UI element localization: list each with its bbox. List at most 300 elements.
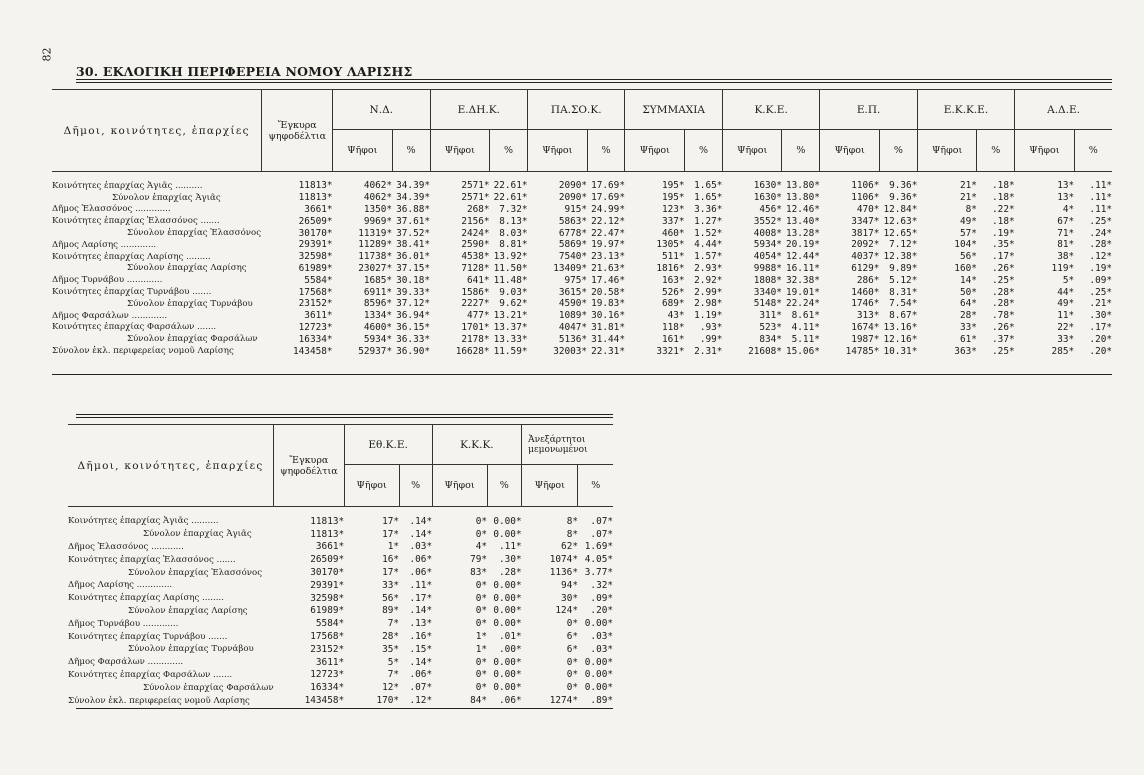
- votes-cell: 1*: [387, 541, 400, 553]
- votes-cell: 0*: [475, 605, 488, 617]
- percent-cell: .19*: [992, 227, 1015, 239]
- percent-cell: 37.15*: [396, 262, 431, 274]
- percent-cell: 1.57*: [694, 251, 723, 263]
- row-label: Δῆμος Φαρσάλων .............: [52, 310, 168, 321]
- percent-cell: .06*: [499, 695, 522, 707]
- percent-cell: 9.03*: [499, 286, 528, 298]
- votes-cell: 1674*: [851, 321, 880, 333]
- valid-ballots-cell: 29391*: [310, 579, 345, 591]
- percent-cell: .14*: [409, 656, 433, 668]
- percent-cell: 34.39*: [396, 180, 431, 192]
- percent-cell: .06*: [409, 554, 433, 566]
- votes-cell: 14*: [959, 274, 977, 286]
- votes-cell: 2571*: [461, 192, 490, 204]
- percent-cell: 24.99*: [591, 203, 625, 215]
- percent-cell: 12.46*: [786, 203, 820, 215]
- votes-cell: 38*: [1057, 251, 1075, 263]
- valid-ballots-cell: 23152*: [310, 643, 345, 655]
- percent-cell: .14*: [409, 528, 433, 540]
- percent-cell: 3.36*: [694, 203, 723, 215]
- row-label: Δῆμος Φαρσάλων .............: [68, 657, 184, 668]
- percent-cell: 1.65*: [694, 192, 723, 204]
- percent-cell: .25*: [992, 274, 1015, 286]
- row-label: Σύνολον ἐπαρχίας Τυρνάβου: [127, 298, 253, 309]
- percent-cell: 4.11*: [791, 321, 820, 333]
- valid-ballots-cell: 61989*: [310, 605, 345, 617]
- valid-ballots-cell: 16334*: [310, 682, 345, 694]
- votes-cell: 7540*: [558, 251, 588, 263]
- percent-cell: 30.16*: [591, 310, 625, 322]
- votes-cell: 1106*: [851, 192, 880, 204]
- party-header: Κ.Κ.Ε.: [722, 90, 819, 130]
- percent-subheader: %: [977, 130, 1015, 172]
- percent-cell: 19.83*: [591, 298, 625, 310]
- votes-cell: 5136*: [558, 333, 588, 345]
- votes-cell: 161*: [661, 333, 685, 345]
- percent-cell: .18*: [992, 215, 1015, 227]
- votes-cell: 1701*: [461, 321, 490, 333]
- votes-cell: 3615*: [558, 286, 588, 298]
- votes-cell: 526*: [661, 286, 685, 298]
- votes-cell: 2227*: [461, 298, 490, 310]
- votes-cell: 3817*: [851, 227, 880, 239]
- votes-cell: 89*: [382, 605, 400, 617]
- percent-cell: 8.13*: [499, 215, 528, 227]
- row-label: Σύνολον ἐπαρχίας Ἐλασσόνος: [128, 567, 263, 578]
- valid-ballots-cell: 23152*: [298, 298, 333, 310]
- percent-cell: 8.81*: [499, 239, 528, 251]
- results-table-main: [52, 89, 1112, 357]
- votes-cell: 5*: [1062, 274, 1075, 286]
- votes-cell: 11*: [1057, 310, 1075, 322]
- percent-cell: 39.33*: [396, 286, 431, 298]
- percent-cell: .12*: [409, 695, 433, 707]
- table-row: [68, 605, 613, 618]
- votes-cell: 7*: [387, 618, 400, 630]
- valid-ballots-cell: 143458*: [293, 345, 333, 357]
- percent-cell: .78*: [992, 310, 1015, 322]
- votes-cell: 6*: [566, 643, 578, 655]
- votes-cell: 1*: [475, 631, 488, 643]
- percent-cell: .14*: [409, 605, 433, 617]
- votes-cell: 9988*: [753, 262, 782, 274]
- table-row: [68, 681, 613, 694]
- percent-cell: 20.58*: [591, 286, 625, 298]
- votes-cell: 1685*: [363, 274, 393, 286]
- votes-cell: 0*: [475, 592, 488, 604]
- percent-cell: .32*: [590, 579, 613, 591]
- percent-subheader: %: [487, 465, 522, 507]
- percent-cell: 31.44*: [591, 333, 625, 345]
- percent-cell: 12.63*: [883, 215, 918, 227]
- percent-cell: 13.80*: [786, 192, 820, 204]
- party-header: Κ.Κ.Κ.: [432, 425, 522, 465]
- votes-cell: 313*: [856, 310, 880, 322]
- votes-cell: 1460*: [851, 286, 880, 298]
- votes-cell: 124*: [555, 605, 578, 617]
- votes-cell: 4590*: [558, 298, 588, 310]
- percent-cell: .17*: [992, 251, 1015, 263]
- percent-cell: 0.00*: [493, 618, 522, 630]
- percent-cell: 4.05*: [584, 554, 613, 566]
- percent-cell: 8.67*: [889, 310, 918, 322]
- votes-cell: 94*: [561, 579, 578, 591]
- row-label: Δῆμος Τυρνάβου .............: [68, 618, 179, 629]
- percent-cell: 36.15*: [396, 321, 431, 333]
- votes-cell: 123*: [661, 203, 685, 215]
- votes-cell: 64*: [959, 298, 977, 310]
- votes-cell: 975*: [564, 274, 588, 286]
- percent-cell: .17*: [409, 592, 433, 604]
- votes-subheader: Ψῆφοι: [528, 130, 588, 172]
- votes-cell: 118*: [661, 321, 685, 333]
- valid-ballots-cell: 3611*: [304, 310, 333, 322]
- votes-cell: 470*: [856, 203, 880, 215]
- votes-cell: 4062*: [363, 180, 393, 192]
- votes-cell: 67*: [1057, 215, 1075, 227]
- votes-cell: 1305*: [656, 239, 685, 251]
- table-row: [52, 204, 1112, 216]
- votes-cell: 477*: [467, 310, 490, 322]
- percent-cell: .28*: [499, 567, 522, 579]
- votes-cell: 56*: [382, 592, 400, 604]
- percent-cell: .11*: [1089, 180, 1112, 192]
- table-row: [68, 694, 613, 707]
- percent-cell: 0.00*: [493, 592, 522, 604]
- percent-cell: 17.69*: [591, 180, 625, 192]
- votes-cell: 21608*: [748, 345, 782, 357]
- percent-cell: 12.38*: [883, 251, 918, 263]
- percent-cell: .30*: [1089, 310, 1112, 322]
- row-label: Σύνολον ἐπαρχίας Φαρσάλων: [127, 334, 258, 345]
- percent-cell: .24*: [1089, 227, 1112, 239]
- percent-cell: .14*: [409, 515, 433, 527]
- percent-cell: 2.93*: [694, 262, 723, 274]
- valid-ballots-cell: 11813*: [298, 192, 333, 204]
- votes-cell: 22*: [1057, 321, 1075, 333]
- votes-cell: 61*: [959, 333, 977, 345]
- votes-cell: 1987*: [851, 333, 880, 345]
- percent-cell: 22.24*: [786, 298, 820, 310]
- votes-cell: 8*: [566, 515, 578, 527]
- valid-ballots-cell: 17568*: [310, 631, 345, 643]
- votes-cell: 28*: [959, 310, 977, 322]
- percent-cell: .26*: [992, 262, 1015, 274]
- row-header: Δῆμοι, κοινότητες, ἐπαρχίες: [68, 425, 274, 507]
- row-label: Κοινότητες ἐπαρχίας Φαρσάλων .......: [52, 322, 217, 333]
- percent-cell: 36.94*: [396, 310, 431, 322]
- percent-subheader: %: [685, 130, 723, 172]
- row-label: Δῆμος Ἐλασσόνος .............: [52, 204, 171, 215]
- votes-subheader: Ψῆφοι: [722, 130, 782, 172]
- percent-cell: 30.18*: [396, 274, 431, 286]
- votes-cell: 0*: [566, 682, 578, 694]
- percent-cell: .00*: [499, 643, 522, 655]
- valid-ballots-cell: 5584*: [304, 274, 333, 286]
- percent-cell: 0.00*: [584, 669, 613, 681]
- valid-ballots-cell: 12723*: [310, 669, 345, 681]
- percent-cell: 13.40*: [786, 215, 820, 227]
- valid-ballots-cell: 11813*: [298, 180, 333, 192]
- votes-cell: 4037*: [851, 251, 880, 263]
- percent-cell: 8.03*: [499, 227, 528, 239]
- table-row: [52, 263, 1112, 275]
- votes-cell: 5148*: [753, 298, 782, 310]
- table-row: [68, 528, 613, 541]
- votes-cell: 6129*: [851, 262, 880, 274]
- votes-cell: 2090*: [558, 180, 588, 192]
- valid-ballots-cell: 143458*: [304, 695, 345, 707]
- percent-cell: 2.31*: [694, 345, 723, 357]
- percent-cell: 8.31*: [889, 286, 918, 298]
- percent-cell: .06*: [409, 567, 433, 579]
- percent-cell: 0.00*: [493, 656, 522, 668]
- percent-cell: 2.98*: [694, 298, 723, 310]
- valid-ballots-cell: 30170*: [310, 567, 345, 579]
- votes-cell: 52937*: [358, 345, 393, 357]
- votes-cell: 79*: [470, 554, 488, 566]
- valid-ballots-cell: 11813*: [310, 528, 345, 540]
- votes-cell: 4047*: [558, 321, 588, 333]
- row-label: Δῆμος Ἐλασσόνος ............: [68, 541, 184, 552]
- votes-cell: 6911*: [363, 286, 393, 298]
- percent-subheader: %: [587, 130, 625, 172]
- party-header: Ε.Π.: [820, 90, 917, 130]
- table-row: [52, 310, 1112, 322]
- votes-cell: 7*: [387, 669, 400, 681]
- results-table-secondary: [68, 424, 613, 707]
- votes-cell: 170*: [376, 695, 400, 707]
- percent-subheader: %: [392, 130, 430, 172]
- percent-cell: 1.27*: [694, 215, 723, 227]
- votes-cell: 16*: [382, 554, 400, 566]
- percent-cell: .35*: [992, 239, 1015, 251]
- percent-cell: 37.61*: [396, 215, 431, 227]
- percent-cell: .03*: [590, 643, 613, 655]
- percent-subheader: %: [879, 130, 917, 172]
- votes-cell: 21*: [959, 180, 977, 192]
- votes-cell: 0*: [475, 682, 488, 694]
- valid-ballots-cell: 26509*: [310, 554, 345, 566]
- percent-cell: .01*: [499, 631, 522, 643]
- votes-cell: 0*: [475, 528, 488, 540]
- percent-cell: 9.36*: [889, 180, 918, 192]
- table-row: [68, 630, 613, 643]
- percent-cell: 0.00*: [493, 669, 522, 681]
- valid-ballots-cell: 5584*: [315, 618, 345, 630]
- party-header: Ε.ΔΗ.Κ.: [430, 90, 527, 130]
- percent-cell: 20.19*: [786, 239, 820, 251]
- votes-cell: 3321*: [656, 345, 685, 357]
- percent-cell: 2.92*: [694, 274, 723, 286]
- votes-cell: 13*: [1057, 192, 1075, 204]
- votes-cell: 2090*: [558, 192, 588, 204]
- table-row: [52, 251, 1112, 263]
- percent-cell: 13.80*: [786, 180, 820, 192]
- table-row: [68, 669, 613, 682]
- percent-cell: 21.63*: [591, 262, 625, 274]
- percent-cell: 36.33*: [396, 333, 431, 345]
- percent-cell: 13.33*: [493, 333, 528, 345]
- party-header: Εθ.Κ.Ε.: [344, 425, 432, 465]
- votes-cell: 641*: [467, 274, 490, 286]
- percent-cell: .09*: [1089, 274, 1112, 286]
- percent-cell: .20*: [1089, 333, 1112, 345]
- votes-subheader: Ψῆφοι: [344, 465, 399, 507]
- votes-cell: 1630*: [753, 192, 782, 204]
- row-label: Κοινότητες ἐπαρχίας Φαρσάλων .......: [68, 669, 233, 680]
- table-row: [68, 515, 613, 528]
- percent-cell: 7.12*: [889, 239, 918, 251]
- party-header: Ε.Κ.Κ.Ε.: [917, 90, 1014, 130]
- votes-subheader: Ψῆφοι: [522, 465, 578, 507]
- votes-cell: 21*: [959, 192, 977, 204]
- votes-cell: 6*: [566, 631, 578, 643]
- percent-cell: 22.47*: [591, 227, 625, 239]
- percent-cell: 1.69*: [584, 541, 613, 553]
- votes-cell: 30*: [561, 592, 578, 604]
- percent-cell: .25*: [1089, 286, 1112, 298]
- row-label: Δῆμος Λαρίσης .............: [68, 580, 173, 591]
- title-rule-top: [76, 79, 1112, 80]
- percent-cell: 0.00*: [584, 618, 613, 630]
- votes-cell: 1089*: [558, 310, 588, 322]
- percent-cell: .99*: [699, 333, 723, 345]
- percent-cell: 22.12*: [591, 215, 625, 227]
- percent-cell: 12.65*: [883, 227, 918, 239]
- row-label: Κοινότητες ἐπαρχίας Λαρίσης .........: [52, 251, 211, 262]
- votes-cell: 2156*: [461, 215, 490, 227]
- percent-cell: 17.69*: [591, 192, 625, 204]
- percent-cell: 1.52*: [694, 227, 723, 239]
- votes-cell: 0*: [566, 669, 578, 681]
- table-row: [52, 286, 1112, 298]
- votes-cell: 0*: [475, 618, 488, 630]
- percent-cell: 12.84*: [883, 203, 918, 215]
- votes-cell: 33*: [1057, 333, 1075, 345]
- percent-cell: .25*: [1089, 215, 1112, 227]
- percent-cell: 7.54*: [889, 298, 918, 310]
- votes-cell: 195*: [661, 192, 685, 204]
- table-row: [52, 239, 1112, 251]
- row-header: Δῆμοι, κοινότητες, ἐπαρχίες: [52, 90, 262, 172]
- votes-cell: 4062*: [363, 192, 393, 204]
- percent-cell: 22.61*: [493, 192, 528, 204]
- votes-cell: 523*: [759, 321, 782, 333]
- percent-cell: 15.06*: [786, 345, 820, 357]
- valid-ballots-cell: 17568*: [298, 286, 333, 298]
- votes-cell: 83*: [470, 567, 488, 579]
- percent-cell: .16*: [409, 631, 433, 643]
- row-label: Σύνολον ἐπαρχίας Φαρσάλων: [143, 682, 274, 693]
- votes-subheader: Ψῆφοι: [820, 130, 880, 172]
- percent-cell: 36.01*: [396, 251, 431, 263]
- table-row: [52, 192, 1112, 204]
- percent-cell: .21*: [1089, 298, 1112, 310]
- percent-cell: 37.12*: [396, 298, 431, 310]
- percent-subheader: %: [1074, 130, 1112, 172]
- votes-subheader: Ψῆφοι: [625, 130, 685, 172]
- percent-cell: .07*: [590, 515, 613, 527]
- votes-cell: 57*: [959, 227, 977, 239]
- percent-cell: 31.81*: [591, 321, 625, 333]
- votes-cell: 5869*: [558, 239, 588, 251]
- row-label: Σύνολον ἐπαρχίας Ἀγιᾶς: [112, 192, 221, 203]
- percent-cell: 0.00*: [493, 605, 522, 617]
- valid-ballots-cell: 32598*: [298, 251, 333, 263]
- title-rule-bottom: [76, 82, 1112, 83]
- percent-cell: .20*: [1089, 345, 1112, 357]
- valid-ballots-cell: 3661*: [304, 203, 333, 215]
- votes-cell: 32003*: [553, 345, 588, 357]
- votes-cell: 0*: [475, 656, 488, 668]
- percent-cell: 1.19*: [694, 310, 723, 322]
- votes-cell: 1074*: [549, 554, 578, 566]
- votes-cell: 1746*: [851, 298, 880, 310]
- votes-cell: 14785*: [845, 345, 880, 357]
- percent-cell: 0.00*: [493, 515, 522, 527]
- valid-ballots-cell: 30170*: [298, 227, 333, 239]
- percent-cell: 5.11*: [791, 333, 820, 345]
- votes-cell: 511*: [661, 251, 685, 263]
- votes-cell: 1630*: [753, 180, 782, 192]
- table-row: [52, 180, 1112, 192]
- votes-cell: 13*: [1057, 180, 1075, 192]
- row-label: Κοινότητες ἐπαρχίας Τυρνάβου .......: [52, 287, 212, 298]
- party-header: ΠΑ.ΣΟ.Κ.: [528, 90, 625, 130]
- votes-cell: 5934*: [363, 333, 393, 345]
- votes-cell: 5934*: [753, 239, 782, 251]
- votes-cell: 0*: [475, 579, 488, 591]
- table-row: [68, 643, 613, 656]
- valid-ballots-cell: 32598*: [310, 592, 345, 604]
- valid-ballots-cell: 11813*: [310, 515, 345, 527]
- votes-cell: 43*: [667, 310, 685, 322]
- table-row: [52, 274, 1112, 286]
- votes-cell: 689*: [661, 298, 685, 310]
- percent-cell: .18*: [992, 192, 1015, 204]
- percent-cell: 16.11*: [786, 262, 820, 274]
- percent-cell: .07*: [590, 528, 613, 540]
- votes-cell: 56*: [959, 251, 977, 263]
- percent-cell: .93*: [699, 321, 723, 333]
- percent-cell: 17.46*: [591, 274, 625, 286]
- votes-cell: 4*: [1062, 203, 1075, 215]
- votes-cell: 13409*: [553, 262, 588, 274]
- votes-cell: 33*: [382, 579, 400, 591]
- row-label: Κοινότητες ἐπαρχίας Λαρίσης ........: [68, 593, 224, 604]
- votes-cell: 160*: [954, 262, 977, 274]
- percent-cell: .19*: [1089, 262, 1112, 274]
- percent-cell: 36.88*: [396, 203, 431, 215]
- percent-cell: 8.61*: [791, 310, 820, 322]
- votes-cell: 44*: [1057, 286, 1075, 298]
- votes-cell: 35*: [382, 643, 400, 655]
- percent-cell: 11.48*: [493, 274, 528, 286]
- votes-cell: 268*: [467, 203, 490, 215]
- percent-cell: 0.00*: [584, 682, 613, 694]
- votes-cell: 363*: [954, 345, 977, 357]
- votes-cell: 119*: [1051, 262, 1075, 274]
- votes-cell: 0*: [475, 515, 488, 527]
- votes-cell: 0*: [566, 656, 578, 668]
- valid-ballots-cell: 26509*: [298, 215, 333, 227]
- percent-cell: .11*: [499, 541, 522, 553]
- percent-cell: 22.61*: [493, 180, 528, 192]
- votes-cell: 915*: [564, 203, 588, 215]
- votes-cell: 62*: [561, 541, 578, 553]
- votes-cell: 0*: [475, 669, 488, 681]
